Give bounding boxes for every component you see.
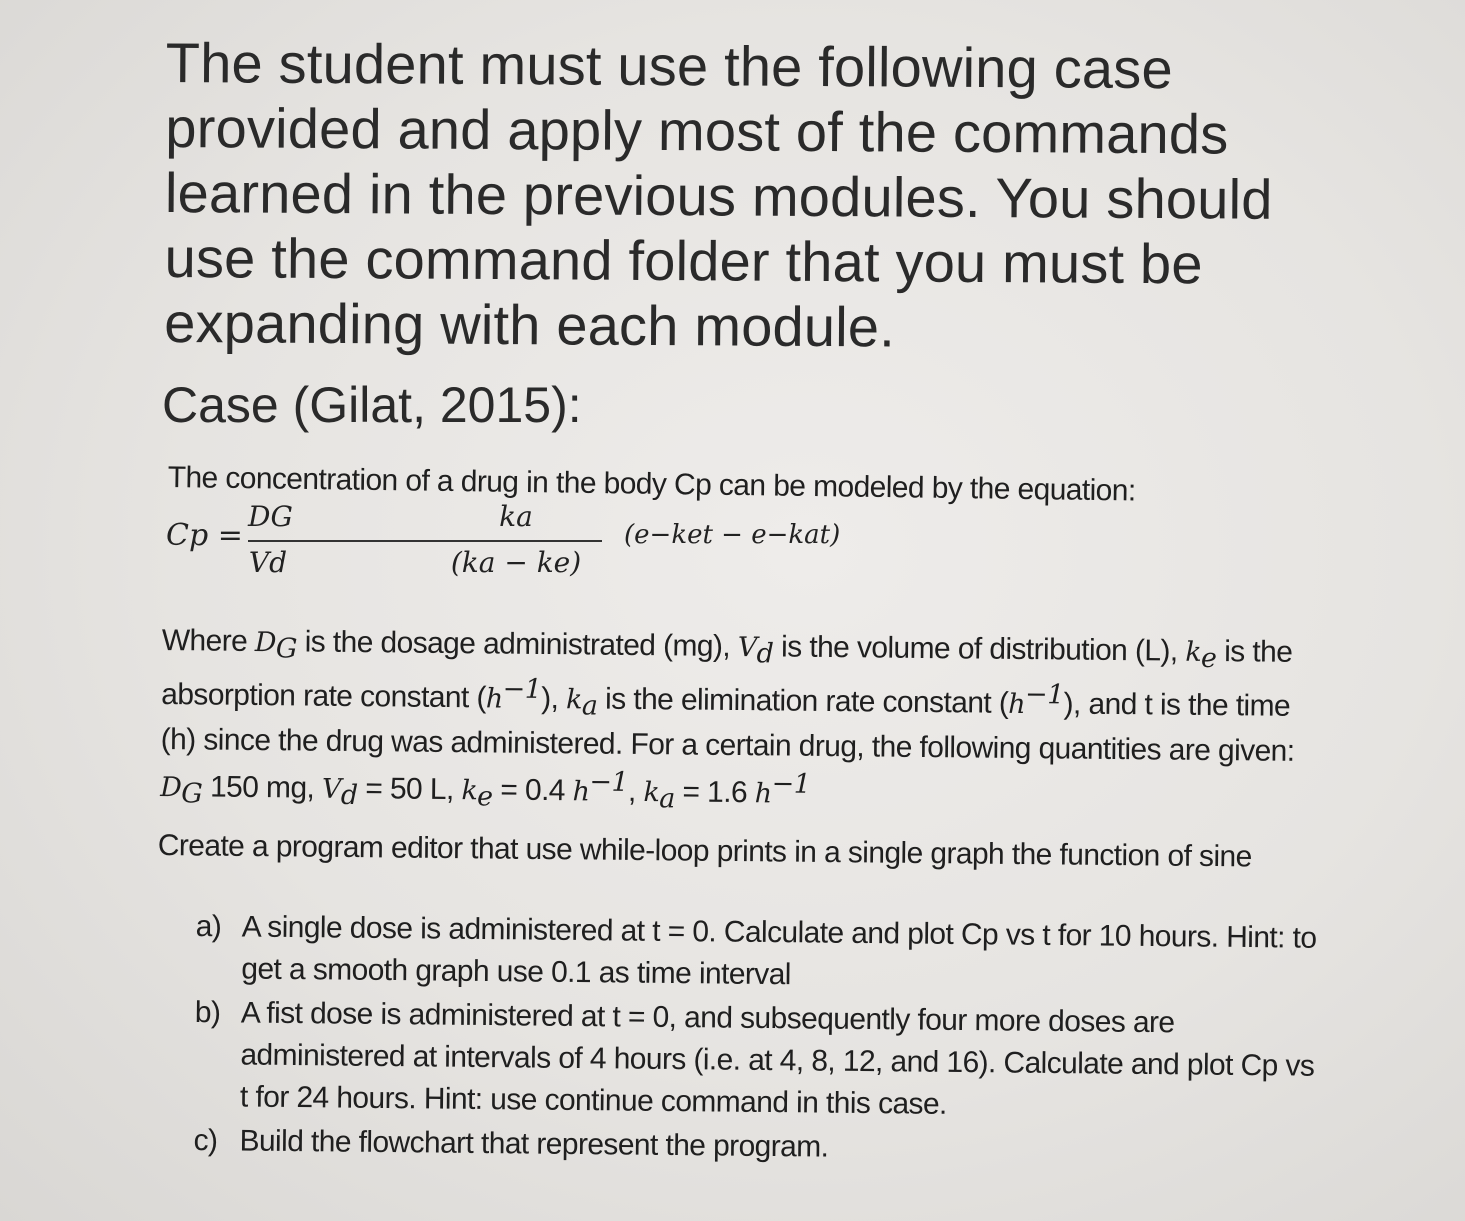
value-vd-sub: d (340, 779, 358, 812)
exponential-difference: (e−ket − e−kat) (624, 520, 841, 550)
symbol-ke-sub: e (1200, 642, 1217, 675)
equation-lhs: Cp = (166, 518, 243, 553)
value-text: = 0.4 (492, 773, 573, 808)
case-heading: Case (Gilat, 2015): (162, 377, 582, 433)
value-ka-symbol: k (643, 777, 660, 809)
symbol-vd-sub: d (756, 638, 774, 670)
value-text: , (627, 774, 644, 809)
definitions-text: is the volume of distribution (L), (773, 630, 1186, 668)
value-text: = 50 L, (357, 772, 462, 807)
symbol-h: h (1008, 688, 1026, 721)
fraction-bar (248, 540, 602, 542)
definitions-text: Where (161, 623, 256, 658)
value-ka-sub: a (659, 783, 675, 815)
value-ke-symbol: k (461, 775, 478, 807)
item-text: A fist dose is administered at t = 0, and subsequently four more doses are administered at intervals of 4 hours (i.e. at 4, 8, 12, and 16). Calculate and plot Cp vs t for 24 hours. Hint: use continue command in this case. (239, 996, 1315, 1121)
symbol-dg: D (254, 626, 277, 659)
value-h-symbol: h (754, 778, 772, 810)
item-letter: a) (195, 909, 222, 944)
symbol-h: h (485, 683, 503, 715)
item-letter: c) (193, 1123, 218, 1158)
symbol-ka: k (565, 684, 583, 716)
concentration-sentence: The concentration of a drug in the body Cp can be modeled by the equation: (167, 460, 1136, 508)
definitions-text: ), (541, 681, 567, 716)
value-text: 150 mg, (202, 770, 323, 805)
item-text: A single dose is administered at t = 0. Calculate and plot Cp vs t for 10 hours. Hint: to get a smooth graph use 0.1 as time interval (241, 910, 1317, 992)
definitions-text: is the elimination rate constant ( (597, 682, 1009, 720)
list-item (194, 992, 1325, 1130)
definitions-text: ), and t is the time (h) since the drug was administered. For a certain drug, the following quantities are given: (160, 687, 1295, 768)
value-h-sup: −1 (589, 766, 629, 798)
item-text: Build the flowchart that represent the program. (239, 1124, 829, 1164)
symbol-h-sup: −1 (502, 673, 542, 705)
value-text: = 1.6 (674, 775, 755, 810)
symbol-h-sup: −1 (1024, 679, 1064, 711)
task-list (193, 906, 1326, 1176)
fraction-denominator-ka-ke: (ka − ke) (450, 546, 582, 579)
value-h-symbol: h (572, 776, 590, 808)
symbol-dg-sub: G (275, 633, 298, 665)
item-letter: b) (194, 995, 221, 1030)
concentration-equation (166, 496, 841, 592)
value-h-sup: −1 (771, 768, 811, 800)
fraction-denominator-volume: Vd (248, 546, 288, 579)
value-ke-sub: e (476, 781, 493, 813)
list-item (193, 1120, 1323, 1174)
symbol-vd: V (737, 632, 757, 664)
fraction-numerator-ka: ka (499, 500, 533, 533)
value-dg-sub: G (181, 778, 203, 810)
task-instruction: Create a program editor that use while-loop prints in a single graph the function of sine (157, 828, 1252, 874)
definitions-text: is the absorption rate constant ( (161, 635, 1293, 715)
list-item (195, 906, 1326, 1002)
symbol-ka-sub: a (581, 690, 598, 722)
symbol-ke: k (1185, 636, 1202, 668)
value-vd-symbol: V (321, 773, 342, 805)
definitions-text: is the dosage administrated (mg), (296, 625, 738, 664)
intro-paragraph: The student must use the following case provided and apply most of the commands learned in the previous modules. You should use the command folder that you must be expanding with each module. (164, 30, 1273, 359)
value-dg-symbol: D (160, 771, 182, 804)
definitions-paragraph (160, 622, 1302, 825)
fraction-numerator-dose: DG (248, 500, 293, 533)
